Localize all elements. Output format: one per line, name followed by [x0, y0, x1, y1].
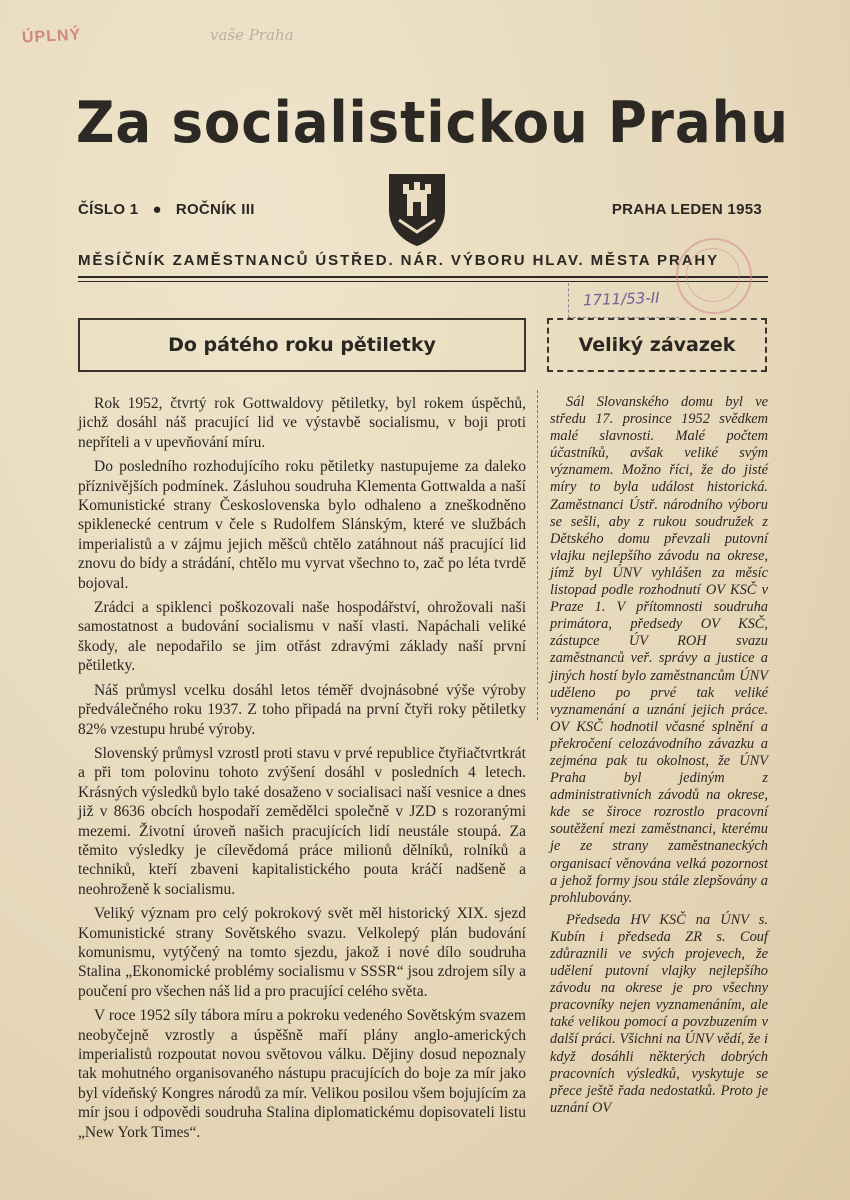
paragraph: Do posledního rozhodujícího roku pětiletky nastupujeme za daleko příznivějších podmínek. Zásluhou soudruha Klementa Gottwalda a naší Komunistické strany Československa bylo odhaleno a zneškodněno spiklenecké centrum v čele s Rudolfem Slánským, které ve službách imperialistů a v zájmu jejich měšců chtělo zatáhnout náš pracující lid znovu do bídy a strádání, chtělo mu vyrvat všechno to, zač po léta tvrdě bojoval. — [78, 458, 526, 592]
paragraph: Předseda HV KSČ na ÚNV s. Kubín i předseda ZR s. Couf zdůraznili ve svých projevech, že udělení putovní vlajky nejlepšího závodu na okrese je pro všechny pracovníky nejen vyznamenáním, ale také velikou pomocí a povzbuzením v další práci. Všichni na ÚNV vědí, že i když dosáhli některých dobrých pracovních výsledků, vyskytuje se přece ještě řada nedostatků. Proto je uznání OV — [550, 911, 768, 1116]
issue-number: ČÍSLO 1 — [78, 201, 139, 218]
left-article-title: Do pátého roku pětiletky — [78, 318, 526, 372]
paragraph: Veliký význam pro celý pokrokový svět měl historický XIX. sjezd Komunistické strany Sovětského svazu. Velkolepý plán budování komunismu, vytýčený na tomto sjezdu, jakož i nové dílo soudruha Stalina „Ekonomické problémy socialismu v SSSR“ jsou zdrojem síly a poučení pro všechen náš lid a pro pracující celého světa. — [78, 905, 526, 1000]
masthead-title: Za socialistickou Prahu — [76, 90, 789, 156]
stamp-uplny: ÚPLNÝ — [21, 26, 82, 47]
prague-crest-icon — [385, 170, 449, 248]
masthead-subtitle: MĚSÍČNÍK ZAMĚSTNANCŮ ÚSTŘED. NÁR. VÝBORU HLAV. MĚSTA PRAHY — [78, 252, 720, 269]
column-divider — [537, 390, 538, 720]
right-article-title: Veliký závazek — [547, 318, 767, 372]
masthead-rule-thin — [78, 281, 768, 282]
masthead-rule — [78, 276, 768, 278]
paragraph: Slovenský průmysl vzrostl proti stavu v prvé republice čtyřiačtvrtkrát a při tom polovinu tohoto zvýšení dosáhl v posledních 4 letech. Krásných výsledků bylo také dosaženo v socialisaci naší vesnice a dnes již v 8636 obcích hospodaří zemědělci společně v JZD s rozoranými mezemi. Životní úroveň našich pracujících lidí neustále stoupá. Za těmito výsledky je cílevědomá práce milionů dělníků, rolníků a techniků, kteří zbaveni kapitalistického pouta kráčí nadšeně a neohroženě k socialismu. — [78, 744, 526, 898]
issue-volume: ROČNÍK III — [175, 201, 255, 218]
paragraph: Rok 1952, čtvrtý rok Gottwaldovy pětiletky, byl rokem úspěchů, jichž dosáhl náš pracující lid ve výstavbě socialismu, v boji proti nepříteli a v upevňování míru. — [78, 395, 526, 451]
left-article-body — [78, 394, 526, 1147]
right-article-body — [550, 394, 768, 1122]
archive-stamp — [676, 238, 752, 314]
paragraph: Zrádci a spiklenci poškozovali naše hospodářství, ohrožovali naši samostatnost a budování socialismu v naší vlasti. Napáchali veliké škody, ale nepodařilo se jim otřást zdravými základy naší první pětiletky. — [78, 599, 526, 675]
issue-info — [78, 201, 255, 218]
paragraph: Náš průmysl vcelku dosáhl letos téměř dvojnásobné výše výroby předválečného roku 1937. Z toho připadá na první čtyři roky pětiletky 82% vzestupu hrubé výroby. — [78, 681, 526, 738]
reference-number: 1711/53-II — [582, 288, 660, 310]
paragraph: V roce 1952 síly tábora míru a pokroku vedeného Sovětským svazem neobyčejně vzrostly a úspěšně maří plány anglo-amerických imperialistů rozpoutat novou světovou válku. Dějiny dosud nepoznaly tak mohutného organisovaného nástupu pracujících do boje za mír jako byl vídeňský Kongres národů za mír. Velikou posilou všem bojujícím za mír jsou i odpovědi soudruha Stalina diplomatickému dopisovateli listu „New York Times“. — [78, 1007, 526, 1141]
issue-place-date: PRAHA LEDEN 1953 — [611, 201, 762, 218]
handwritten-note: vaše Praha — [210, 26, 294, 44]
separator-dot: ● — [152, 201, 162, 218]
paragraph: Sál Slovanského domu byl ve středu 17. prosince 1952 svědkem malé slavnosti. Malé počtem účastníků, avšak veliké svým významem. Možno říci, že do jisté míry to byla událost historická. Zaměstnanci Ústř. národního výboru se sešli, aby z rukou soudružek z Dětského domu převzali putovní vlajku nejlepšího závodu na okrese, jímž byl ÚNV vyhlášen za měsíc listopad podle rozhodnutí OV KSČ v Praze 1. V přítomnosti soudruha primátora, předsedy OV KSČ, zástupce ÚV ROH svazu zaměstnanců veř. správy a justice a jiných hostí bylo zaměstnancům ÚNV uděleno po prvé tak veliké vyznamenání a uznání jejich práce. OV KSČ hodnotil včasné splnění a překročení celozávodního závazku a zejména pak tu okolnost, že ÚNV Praha byl jediným z administrativních závodů na okrese, kde se široce rozrostlo pracovní soutěžení mezi zaměstnanci, kterému je ze strany zaměstnaneckých organisací věnována velká pozornost a jehož formy jsou stále zlepšovány a prohlubovány. — [550, 394, 768, 906]
